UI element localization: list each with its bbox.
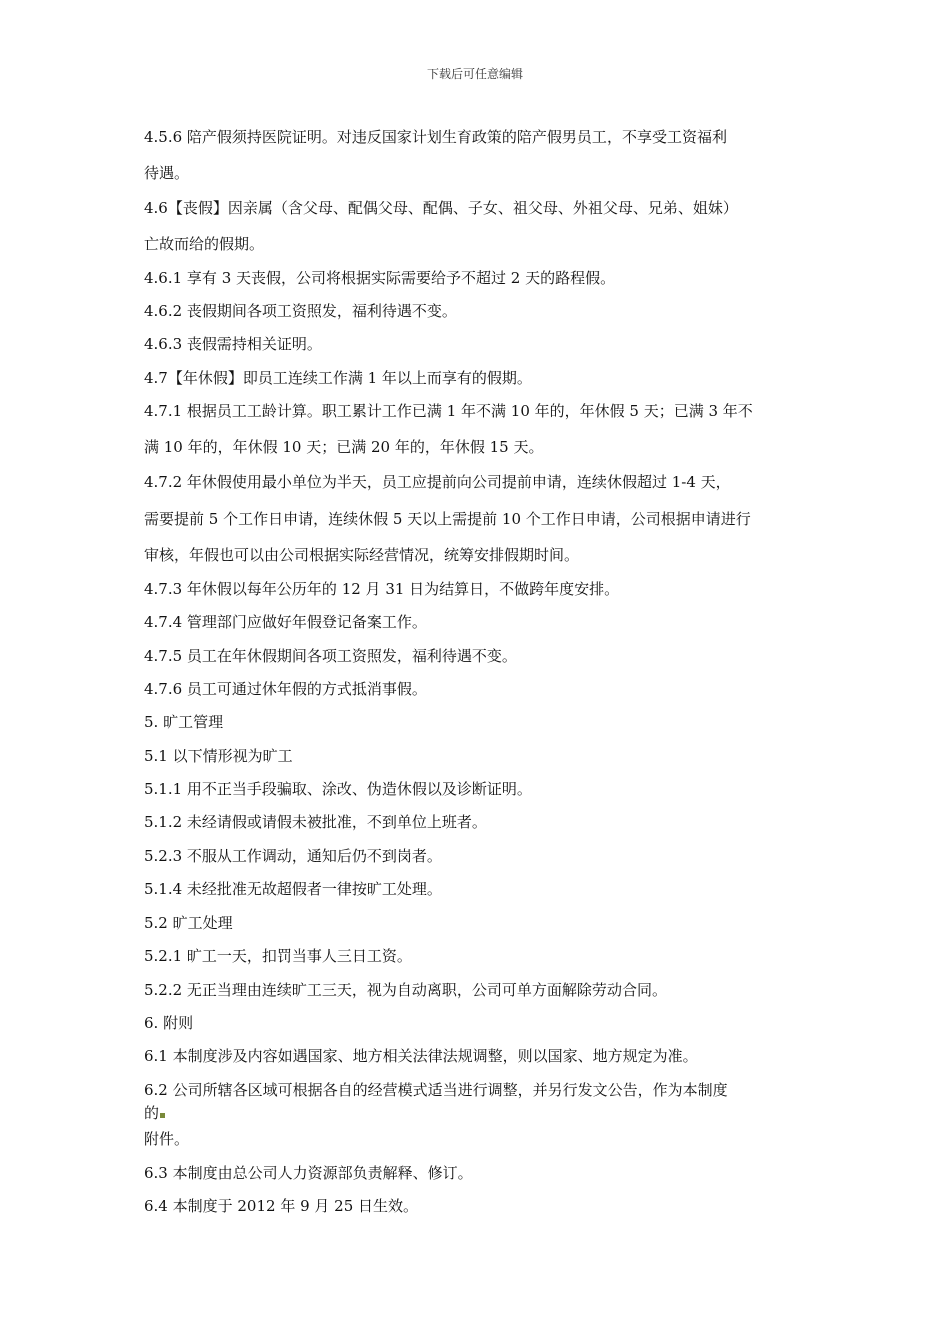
text-line: 5.2.2 无正当理由连续旷工三天，视为自动离职，公司可单方面解除劳动合同。 [144, 981, 667, 999]
text-line: 6. 附则 [144, 1014, 194, 1032]
text-line: 4.7.1 根据员工工龄计算。职工累计工作已满 1 年不满 10 年的，年休假 5 天；已满 3 年不 [144, 402, 753, 420]
text-line: 4.7.3 年休假以每年公历年的 12 月 31 日为结算日，不做跨年度安排。 [144, 580, 620, 598]
text-line: 满 10 年的，年休假 10 天；已满 20 年的，年休假 15 天。 [144, 438, 544, 456]
text-line: 6.4 本制度于 2012 年 9 月 25 日生效。 [144, 1197, 419, 1215]
text-line: 审核，年假也可以由公司根据实际经营情况，统筹安排假期时间。 [144, 546, 580, 564]
text-line: 5.1.4 未经批准无故超假者一律按旷工处理。 [144, 880, 442, 898]
text-line: 6.2 公司所辖各区域可根据各自的经营模式适当进行调整，并另行发文公告，作为本制度 [144, 1081, 728, 1099]
text-line: 4.7.5 员工在年休假期间各项工资照发，福利待遇不变。 [144, 647, 517, 665]
page-header: 下载后可任意编辑 [426, 67, 523, 81]
text-line: 4.6.2 丧假期间各项工资照发，福利待遇不变。 [144, 302, 457, 320]
text-line: 6.1 本制度涉及内容如遇国家、地方相关法律法规调整，则以国家、地方规定为准。 [144, 1047, 698, 1065]
text-line [144, 1103, 165, 1123]
text-line: 5. 旷工管理 [144, 713, 224, 731]
text-line: 5.2.1 旷工一天，扣罚当事人三日工资。 [144, 947, 412, 965]
text-line: 亡故而给的假期。 [144, 235, 265, 253]
text-line: 4.6.1 享有 3 天丧假，公司将根据实际需要给予不超过 2 天的路程假。 [144, 269, 616, 287]
text-line: 4.6【丧假】因亲属（含父母、配偶父母、配偶、子女、祖父母、外祖父母、兄弟、姐妹） [144, 199, 738, 217]
text-line: 4.6.3 丧假需持相关证明。 [144, 335, 322, 353]
text-line: 需要提前 5 个工作日申请，连续休假 5 天以上需提前 10 个工作日申请，公司根据申请进行 [144, 510, 751, 528]
text-line: 5.1.1 用不正当手段骗取、涂改、伪造休假以及诊断证明。 [144, 780, 532, 798]
text-line: 附件。 [144, 1130, 190, 1148]
text-line: 4.7【年休假】即员工连续工作满 1 年以上而享有的假期。 [144, 369, 532, 387]
text-line: 4.7.4 管理部门应做好年假登记备案工作。 [144, 613, 427, 631]
text-line: 4.7.2 年休假使用最小单位为半天，员工应提前向公司提前申请，连续休假超过 1-4 天， [144, 473, 731, 491]
text-line: 5.1.2 未经请假或请假未被批准，不到单位上班者。 [144, 813, 487, 831]
text-line: 5.2 旷工处理 [144, 914, 233, 932]
text-fragment: 的 [144, 1104, 160, 1122]
edit-marker-icon [160, 1113, 165, 1118]
text-line: 5.1 以下情形视为旷工 [144, 747, 293, 765]
text-line: 6.3 本制度由总公司人力资源部负责解释、修订。 [144, 1164, 473, 1182]
text-line: 4.5.6 陪产假须持医院证明。对违反国家计划生育政策的陪产假男员工，不享受工资福利 [144, 128, 727, 146]
text-line: 5.2.3 不服从工作调动，通知后仍不到岗者。 [144, 847, 442, 865]
text-line: 待遇。 [144, 164, 190, 182]
text-line: 4.7.6 员工可通过休年假的方式抵消事假。 [144, 680, 427, 698]
